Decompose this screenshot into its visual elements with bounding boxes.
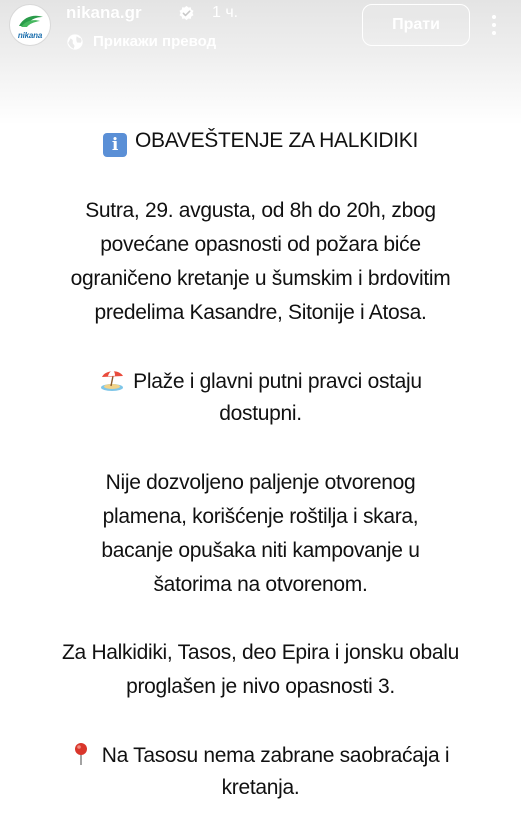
account-name[interactable]: nikana.gr <box>66 3 142 22</box>
paragraph-3-line: šatorima na otvorenom. <box>153 573 368 596</box>
paragraph-2-first-line <box>0 368 521 394</box>
verified-badge-icon <box>178 5 195 22</box>
dot <box>492 15 496 19</box>
paragraph-2-line: Plaže i glavni putni pravci ostaju <box>133 370 422 393</box>
paragraph-5-line: kretanja. <box>221 776 300 799</box>
paragraph-5-line: Na Tasosu nema zabrane saobraćaja i <box>101 744 450 767</box>
paragraph-1-line: povećane opasnosti od požara biće <box>100 233 421 256</box>
avatar-logo-text: nikana <box>17 31 43 40</box>
more-options-icon[interactable] <box>480 10 508 40</box>
paragraph-1-line: ograničeno kretanje u šumskim i brdovitim <box>70 267 451 290</box>
paragraph-4-line: Za Halkidiki, Tasos, deo Epira i jonsku obalu <box>62 641 459 664</box>
paragraph-2-line: dostupni. <box>219 402 302 425</box>
paragraph-3-line: plamena, korišćenje roštilja i skara, <box>102 505 419 528</box>
round-pushpin-icon <box>72 742 90 766</box>
paragraph-5-first-line <box>0 742 521 768</box>
paragraph-1-line: Sutra, 29. avgusta, od 8h do 20h, zbog <box>85 199 436 222</box>
dot <box>492 23 496 27</box>
paragraph-1-line: predelima Kasandre, Sitonije i Atosa. <box>94 301 427 324</box>
paragraph-3-line: Nije dozvoljeno paljenje otvorenog <box>105 471 416 494</box>
follow-button[interactable]: Прати <box>362 4 470 46</box>
post-time: 1 ч. <box>212 4 239 21</box>
story-header <box>0 0 521 60</box>
story-title: OBAVEŠTENJE ZA HALKIDIKI <box>135 129 418 152</box>
story-title-line <box>0 129 521 157</box>
paragraph-4-line: proglašen je nivo opasnosti 3. <box>126 675 395 698</box>
paragraph-3-line: bacanje opušaka niti kampovanje u <box>101 539 420 562</box>
dot <box>492 31 496 35</box>
translate-label: Прикажи превод <box>93 33 217 50</box>
information-icon: i <box>103 133 127 157</box>
avatar[interactable] <box>9 4 51 46</box>
beach-umbrella-icon <box>99 368 125 392</box>
globe-icon <box>66 33 84 51</box>
